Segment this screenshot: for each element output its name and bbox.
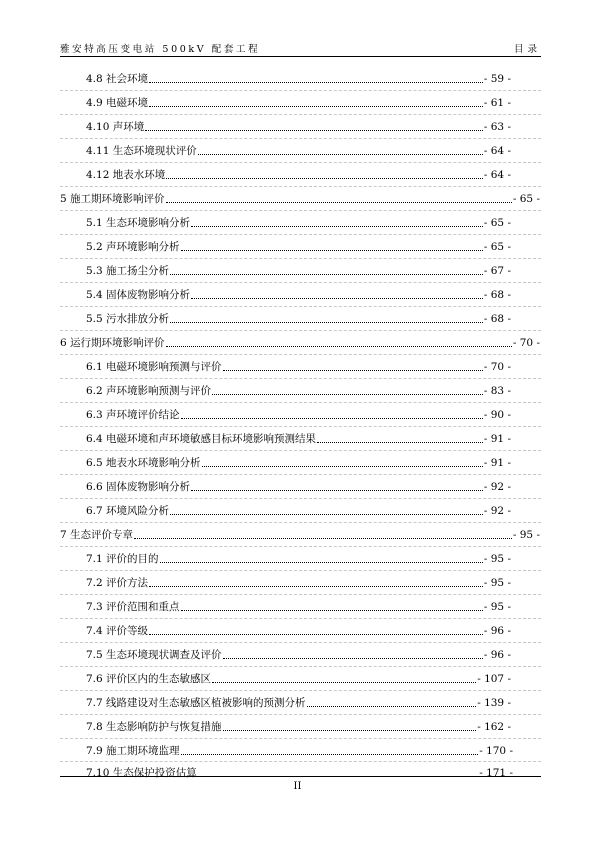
toc-dot-leader — [134, 538, 512, 539]
toc-entry-title: 7.6 评价区内的生态敏感区 — [86, 673, 212, 685]
row-separator — [60, 594, 541, 595]
toc-dot-leader — [191, 298, 483, 299]
toc-chapter-entry[interactable] — [60, 190, 540, 206]
toc-entry-title: 7.2 评价方法 — [86, 577, 149, 589]
toc-entry[interactable] — [86, 764, 513, 780]
toc-entry-page: - 139 - — [477, 697, 511, 709]
toc-entry-title: 4.8 社会环境 — [86, 73, 149, 85]
row-separator — [60, 186, 541, 187]
toc-dot-leader — [170, 274, 483, 275]
toc-dot-leader — [181, 250, 483, 251]
toc-dot-leader — [170, 322, 483, 323]
toc-entry-title: 7.1 评价的目的 — [86, 553, 159, 565]
row-separator — [60, 162, 541, 163]
toc-entry[interactable] — [86, 286, 511, 302]
toc-entry[interactable] — [86, 742, 513, 758]
toc-entry-title: 6.2 声环境影响预测与评价 — [86, 385, 212, 397]
row-separator — [60, 426, 541, 427]
toc-entry-page: - 95 - — [512, 529, 540, 541]
toc-entry[interactable] — [86, 310, 511, 326]
toc-entry[interactable] — [86, 598, 511, 614]
toc-entry[interactable] — [86, 70, 511, 86]
toc-entry-title: 6.5 地表水环境影响分析 — [86, 457, 201, 469]
toc-entry-title: 5.3 施工扬尘分析 — [86, 265, 170, 277]
toc-dot-leader — [212, 682, 476, 683]
toc-entry-page: - 67 - — [483, 265, 511, 277]
row-separator — [60, 234, 541, 235]
toc-dot-leader — [198, 154, 483, 155]
toc-entry-title: 7.8 生态影响防护与恢复措施 — [86, 721, 222, 733]
toc-entry[interactable] — [86, 478, 511, 494]
toc-chapter-entry[interactable] — [60, 526, 540, 542]
toc-entry-page: - 90 - — [483, 409, 511, 421]
toc-entry-title: 7.10 生态保护投资估算 — [86, 767, 197, 779]
toc-entry-title: 5.5 污水排放分析 — [86, 313, 170, 325]
toc-dot-leader — [149, 634, 483, 635]
toc-entry-page: - 64 - — [483, 169, 511, 181]
toc-dot-leader — [160, 562, 483, 563]
row-separator — [60, 666, 541, 667]
toc-entry-title: 5.4 固体废物影响分析 — [86, 289, 191, 301]
toc-entry-page: - 61 - — [483, 97, 511, 109]
toc-entry-title: 7.4 评价等级 — [86, 625, 149, 637]
toc-dot-leader — [181, 418, 483, 419]
toc-entry-page: - 65 - — [512, 193, 540, 205]
toc-entry[interactable] — [86, 694, 511, 710]
toc-entry[interactable] — [86, 118, 511, 134]
toc-entry-page: - 95 - — [483, 577, 511, 589]
toc-dot-leader — [166, 178, 483, 179]
toc-dot-leader — [166, 202, 512, 203]
toc-entry-page: - 92 - — [483, 505, 511, 517]
toc-entry[interactable] — [86, 238, 511, 254]
toc-entry[interactable] — [86, 382, 511, 398]
row-separator — [60, 306, 541, 307]
row-separator — [60, 282, 541, 283]
toc-entry-title: 7.9 施工期环境监理 — [86, 745, 180, 757]
row-separator — [60, 330, 541, 331]
row-separator — [60, 761, 541, 762]
row-separator — [60, 570, 541, 571]
toc-entry[interactable] — [86, 454, 511, 470]
toc-entry[interactable] — [86, 94, 511, 110]
toc-entry-title: 4.9 电磁环境 — [86, 97, 149, 109]
toc-entry-page: - 95 - — [483, 553, 511, 565]
toc-dot-leader — [181, 754, 479, 755]
toc-entry-page: - 96 - — [483, 625, 511, 637]
row-separator — [60, 90, 541, 91]
toc-entry-page: - 70 - — [512, 337, 540, 349]
row-separator — [60, 138, 541, 139]
toc-entry-title: 4.10 声环境 — [86, 121, 145, 133]
header-section-title: 目录 — [513, 44, 541, 55]
toc-dot-leader — [191, 226, 483, 227]
toc-entry-title: 6.4 电磁环境和声环境敏感目标环境影响预测结果 — [86, 433, 317, 445]
row-separator — [60, 114, 541, 115]
toc-entry-page: - 59 - — [483, 73, 511, 85]
toc-entry-page: - 68 - — [483, 289, 511, 301]
toc-dot-leader — [212, 394, 483, 395]
header-project-title: 雅安特高压变电站 500kV 配套工程 — [60, 44, 261, 55]
toc-entry[interactable] — [86, 262, 511, 278]
row-separator — [60, 354, 541, 355]
row-separator — [60, 378, 541, 379]
toc-entry[interactable] — [86, 430, 511, 446]
row-separator — [60, 522, 541, 523]
toc-entry-page: - 91 - — [483, 433, 511, 445]
toc-entry[interactable] — [86, 550, 511, 566]
toc-entry-title: 5.2 声环境影响分析 — [86, 241, 180, 253]
toc-entry-page: - 162 - — [477, 721, 511, 733]
toc-entry-page: - 171 - — [479, 767, 513, 779]
toc-entry-title: 7.3 评价范围和重点 — [86, 601, 180, 613]
toc-dot-leader — [166, 346, 512, 347]
toc-entry-page: - 91 - — [483, 457, 511, 469]
toc-entry[interactable] — [86, 406, 511, 422]
toc-entry[interactable] — [86, 142, 511, 158]
toc-entry[interactable] — [86, 574, 511, 590]
toc-entry-title: 6.3 声环境评价结论 — [86, 409, 180, 421]
toc-dot-leader — [307, 706, 477, 707]
toc-dot-leader — [317, 442, 483, 443]
toc-entry-title: 4.12 地表水环境 — [86, 169, 166, 181]
toc-entry-title: 7 生态评价专章 — [60, 529, 134, 541]
toc-dot-leader — [191, 490, 483, 491]
toc-entry-title: 6.1 电磁环境影响预测与评价 — [86, 361, 222, 373]
toc-entry-page: - 83 - — [483, 385, 511, 397]
toc-entry-page: - 92 - — [483, 481, 511, 493]
toc-dot-leader — [145, 130, 483, 131]
toc-entry-title: 7.7 线路建设对生态敏感区植被影响的预测分析 — [86, 697, 306, 709]
toc-entry-title: 7.5 生态环境现状调查及评价 — [86, 649, 222, 661]
toc-entry[interactable] — [86, 718, 511, 734]
footer-rule — [60, 776, 541, 777]
toc-entry-page: - 68 - — [483, 313, 511, 325]
row-separator — [60, 450, 541, 451]
toc-entry-page: - 170 - — [479, 745, 513, 757]
toc-entry-page: - 96 - — [483, 649, 511, 661]
toc-dot-leader — [149, 106, 483, 107]
toc-dot-leader — [223, 658, 483, 659]
toc-entry[interactable] — [86, 502, 511, 518]
row-separator — [60, 210, 541, 211]
toc-dot-leader — [223, 370, 483, 371]
toc-entry[interactable] — [86, 358, 511, 374]
row-separator — [60, 258, 541, 259]
row-separator — [60, 642, 541, 643]
toc-entry-page: - 63 - — [483, 121, 511, 133]
toc-entry-title: 5.1 生态环境影响分析 — [86, 217, 191, 229]
toc-dot-leader — [149, 82, 483, 83]
toc-chapter-entry[interactable] — [60, 334, 540, 350]
row-separator — [60, 738, 541, 739]
toc-entry-title: 4.11 生态环境现状评价 — [86, 145, 197, 157]
toc-entry-page: - 107 - — [477, 673, 511, 685]
page-number: II — [293, 781, 302, 792]
toc-dot-leader — [170, 514, 483, 515]
row-separator — [60, 498, 541, 499]
toc-entry[interactable] — [86, 670, 511, 686]
row-separator — [60, 474, 541, 475]
toc-entry-page: - 64 - — [483, 145, 511, 157]
row-separator — [60, 402, 541, 403]
toc-entry-title: 6.6 固体废物影响分析 — [86, 481, 191, 493]
toc-entry-page: - 95 - — [483, 601, 511, 613]
toc-entry[interactable] — [86, 622, 511, 638]
toc-entry-title: 6.7 环境风险分析 — [86, 505, 170, 517]
toc-entry[interactable] — [86, 646, 511, 662]
toc-entry-title: 5 施工期环境影响评价 — [60, 193, 165, 205]
toc-entry-page: - 70 - — [483, 361, 511, 373]
toc-entry-title: 6 运行期环境影响评价 — [60, 337, 165, 349]
row-separator — [60, 714, 541, 715]
row-separator — [60, 618, 541, 619]
toc-dot-leader — [202, 466, 483, 467]
toc-entry[interactable] — [86, 166, 511, 182]
toc-entry-page: - 65 - — [483, 241, 511, 253]
row-separator — [60, 690, 541, 691]
toc-dot-leader — [181, 610, 483, 611]
row-separator — [60, 546, 541, 547]
toc-entry[interactable] — [86, 214, 511, 230]
toc-dot-leader — [223, 730, 477, 731]
toc-entry-page: - 65 - — [483, 217, 511, 229]
toc-dot-leader — [149, 586, 483, 587]
